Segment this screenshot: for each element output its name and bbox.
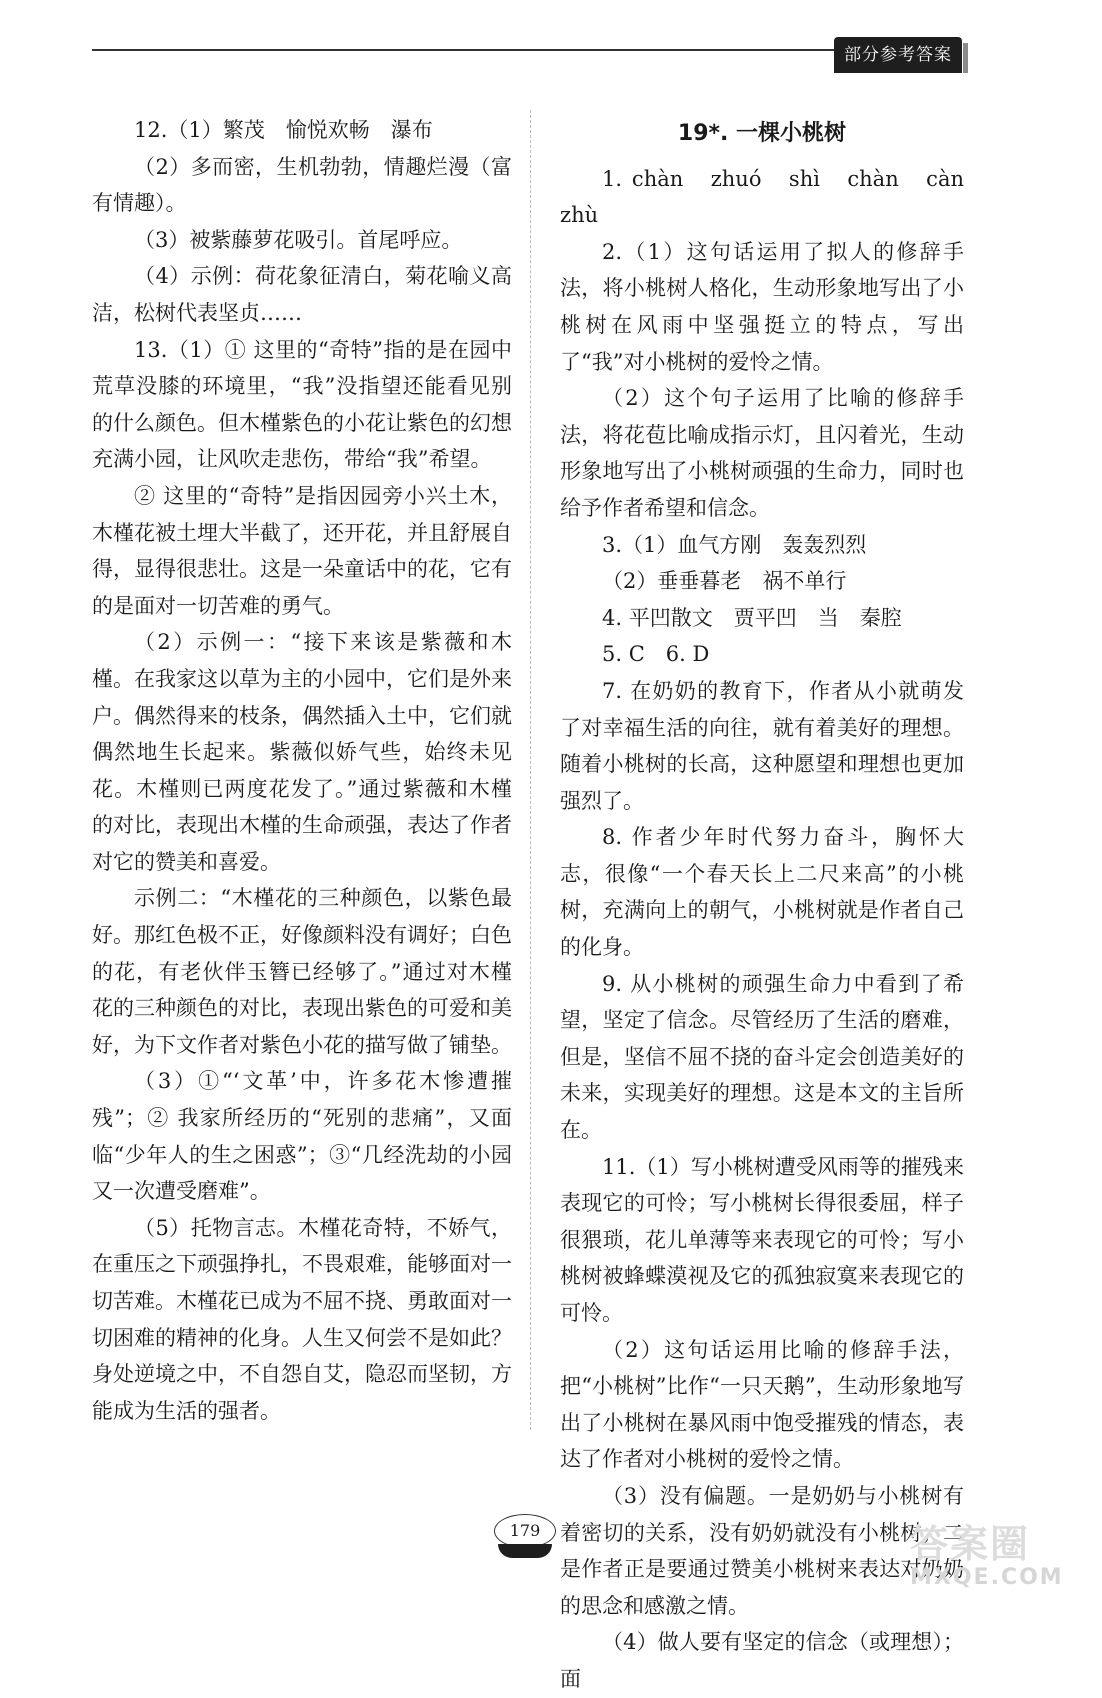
watermark-text-cn: 答案圈 xyxy=(910,1522,1031,1566)
answer-paragraph: 3.（1）血气方刚 轰轰烈烈 xyxy=(602,532,867,557)
answer-paragraph: （4）示例：荷花象征清白，菊花喻义高洁，松树代表坚贞…… xyxy=(92,264,512,325)
answer-paragraph: （2）这个句子运用了比喻的修辞手法，将花苞比喻成指示灯，且闪着光，生动形象地写出了小桃树顽强的生命力，同时也给予作者希望和信念。 xyxy=(560,386,964,520)
lesson-title: 19*. 一棵小桃树 xyxy=(677,121,847,146)
column-divider xyxy=(530,110,531,1430)
answer-paragraph: ② 这里的“奇特”是指因园旁小兴土木，木槿花被土埋大半截了，还开花，并且舒展自得，显得很悲壮。这是一朵童话中的花，它有的是面对一切苦难的勇气。 xyxy=(92,483,512,618)
answer-paragraph: 8. 作者少年时代努力奋斗，胸怀大志，很像“一个春天长上二尺来高”的小桃树，充满向上的朝气，小桃树就是作者自己的化身。 xyxy=(560,825,964,960)
answer-paragraph: 13.（1）① 这里的“奇特”指的是在园中荒草没膝的环境里，“我”没指望还能看见别的什么颜色。但木槿紫色的小花让紫色的幻想充满小园，让风吹走悲伤，带给“我”希望。 xyxy=(92,337,512,472)
watermark-text-en: MXQE.COM xyxy=(910,1565,1064,1590)
answer-paragraph: （2）多而密，生机勃勃，情趣烂漫（富有情趣）。 xyxy=(92,154,512,216)
section-header-tab: 部分参考答案 xyxy=(834,37,962,73)
answer-paragraph: 11.（1）写小桃树遭受风雨等的摧残来表现它的可怜；写小桃树长得很委屈，样子很猥琐，花儿单薄等来表现它的可怜；写小桃树被蜂蝶漠视及它的孤独寂寞来表现它的可怜。 xyxy=(560,1154,964,1325)
answer-paragraph: （3）①“‘文革’中，许多花木惨遭摧残”；② 我家所经历的“死别的悲痛”，又面临“少年人的生之困惑”；③“几经洗劫的小园又一次遭受磨难”。 xyxy=(92,1069,512,1204)
answer-paragraph: （4）做人要有坚定的信念（或理想）；面 xyxy=(560,1630,964,1691)
answer-paragraph: 示例二：“木槿花的三种颜色，以紫色最好。那红色极不正，好像颜料没有调好；白色的花，有老伙伴玉簪已经够了。”通过对木槿花的三种颜色的对比，表现出紫色的可爱和美好，为下文作者对紫色小花的描写做了铺垫。 xyxy=(92,886,512,1057)
answer-paragraph: 9. 从小桃树的顽强生命力中看到了希望，坚定了信念。尽管经历了生活的磨难，但是，坚信不屈不挠的奋斗定会创造美好的未来，实现美好的理想。这是本文的主旨所在。 xyxy=(560,971,964,1143)
answer-paragraph: （2）这句话运用比喻的修辞手法，把“小桃树”比作“一只天鹅”，生动形象地写出了小桃树在暴风雨中饱受摧残的情态，表达了作者对小桃树的爱怜之情。 xyxy=(560,1337,964,1472)
answer-paragraph: 1. chàn zhuó shì chàn càn zhù xyxy=(560,166,985,228)
page-number: 179 xyxy=(494,1514,556,1548)
answer-paragraph: （2）示例一：“接下来该是紫薇和木槿。在我家这以草为主的小园中，它们是外来户。偶然得来的枝条，偶然插入土中，它们就偶然地生长起来。紫薇似娇气些，始终未见花。木槿则已两度花发了。”通过紫薇和木槿的对比，表现出木槿的生命顽强，表达了作者对它的赞美和喜爱。 xyxy=(92,630,512,874)
answer-paragraph: （3）没有偏题。一是奶奶与小桃树有着密切的关系，没有奶奶就没有小桃树；二是作者正是要通过赞美小桃树来表达对奶奶的思念和感激之情。 xyxy=(560,1483,964,1618)
answer-paragraph: （2）垂垂暮老 祸不单行 xyxy=(602,569,847,594)
answer-paragraph: （5）托物言志。木槿花奇特，不娇气，在重压之下顽强挣扎，不畏艰难，能够面对一切苦难。木槿花已成为不屈不挠、勇敢面对一切困难的精神的化身。人生又何尝不是如此？身处逆境之中，不自怨自艾，隐忍而坚韧，方能成为生活的强者。 xyxy=(92,1215,512,1423)
answer-paragraph: 7. 在奶奶的教育下，作者从小就萌发了对幸福生活的向往，就有着美好的理想。随着小桃树的长高，这种愿望和理想也更加强烈了。 xyxy=(560,678,964,813)
page-number-badge xyxy=(480,1510,570,1560)
answer-paragraph: 5. C 6. D xyxy=(602,642,710,667)
answer-paragraph: 12.（1）繁茂 愉悦欢畅 瀑布 xyxy=(134,118,433,142)
answer-paragraph: 2.（1）这句话运用了拟人的修辞手法，将小桃树人格化，生动形象地写出了小桃树在风雨中坚强挺立的特点，写出了“我”对小桃树的爱怜之情。 xyxy=(560,239,964,374)
answer-paragraph: （3）被紫藤萝花吸引。首尾呼应。 xyxy=(134,227,463,252)
answer-paragraph: 4. 平凹散文 贾平凹 当 秦腔 xyxy=(602,605,902,630)
header-rule xyxy=(92,49,834,51)
watermark-logo xyxy=(910,1522,1090,1592)
left-column xyxy=(92,112,512,1429)
graduation-cap-icon xyxy=(498,1544,552,1558)
